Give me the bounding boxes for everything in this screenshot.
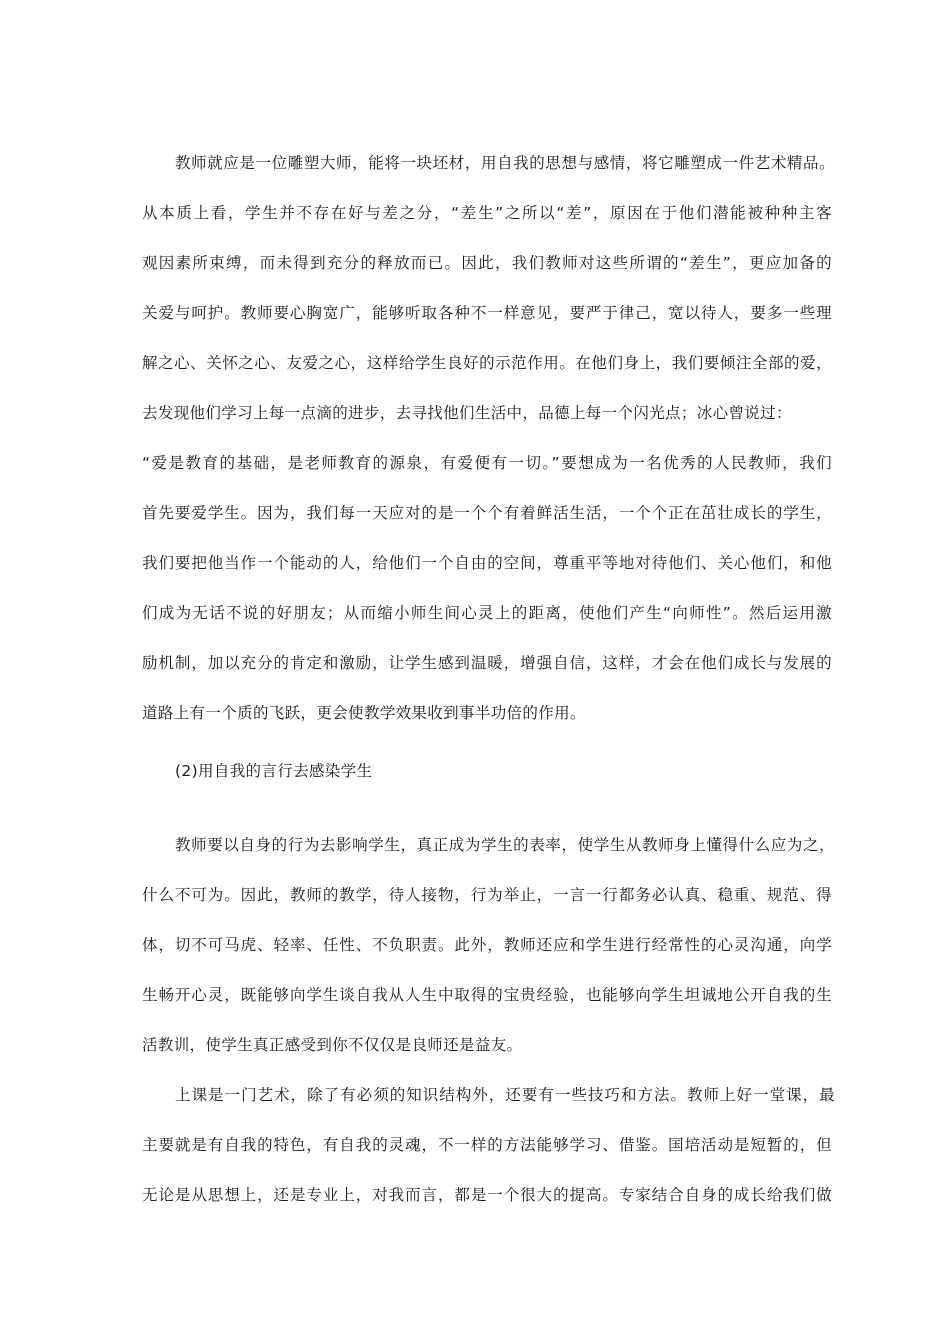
paragraph-line: 教师要以自身的行为去影响学生，真正成为学生的表率，使学生从教师身上懂得什么应为之，	[175, 836, 835, 854]
paragraph-line: 我们要把他当作一个能动的人，给他们一个自由的空间，尊重平等地对待他们、关心他们，和他	[142, 554, 832, 572]
paragraph-line: “爱是教育的基础，是老师教育的源泉，有爱便有一切。”要想成为一名优秀的人民教师，我们	[142, 454, 832, 472]
paragraph-line: 生畅开心灵，既能够向学生谈自我从人生中取得的宝贵经验，也能够向学生坦诚地公开自我的生	[142, 986, 832, 1004]
paragraph-line: 解之心、关怀之心、友爱之心，这样给学生良好的示范作用。在他们身上，我们要倾注全部的爱，	[142, 354, 832, 372]
paragraph-line: 上课是一门艺术，除了有必须的知识结构外，还要有一些技巧和方法。教师上好一堂课，最	[175, 1086, 835, 1104]
paragraph-line: 首先要爱学生。因为，我们每一天应对的是一个个有着鲜活生活，一个个正在茁壮成长的学生，	[142, 504, 832, 522]
paragraph-line: 观因素所束缚，而未得到充分的释放而已。因此，我们教师对这些所谓的“差生”，更应加备的	[142, 254, 832, 272]
paragraph-line: 活教训，使学生真正感受到你不仅仅是良师还是益友。	[142, 1036, 523, 1054]
paragraph-line: 教师就应是一位雕塑大师，能将一块坯材，用自我的思想与感情，将它雕塑成一件艺术精品。	[175, 154, 835, 172]
paragraph-line: 道路上有一个质的飞跃，更会使教学效果收到事半功倍的作用。	[142, 704, 586, 722]
section-heading: (2)用自我的言行去感染学生	[175, 762, 373, 780]
paragraph-line: 什么不可为。因此，教师的教学，待人接物，行为举止，一言一行都务必认真、稳重、规范、得	[142, 886, 832, 904]
paragraph-line: 关爱与呵护。教师要心胸宽广，能够听取各种不一样意见，要严于律己，宽以待人，要多一些理	[142, 304, 832, 322]
paragraph-line: 励机制，加以充分的肯定和激励，让学生感到温暖，增强自信，这样，才会在他们成长与发展的	[142, 654, 832, 672]
paragraph-line: 体，切不可马虎、轻率、任性、不负职责。此外，教师还应和学生进行经常性的心灵沟通，向学	[142, 936, 832, 954]
paragraph-line: 去发现他们学习上每一点滴的进步，去寻找他们生活中，品德上每一个闪光点；冰心曾说过：	[142, 404, 792, 422]
paragraph-line: 们成为无话不说的好朋友；从而缩小师生间心灵上的距离，使他们产生“向师性”。然后运用激	[142, 604, 832, 622]
paragraph-line: 从本质上看，学生并不存在好与差之分，“差生”之所以“差”，原因在于他们潜能被种种主客	[142, 204, 832, 222]
paragraph-line: 主要就是有自我的特色，有自我的灵魂，不一样的方法能够学习、借鉴。国培活动是短暂的，但	[142, 1136, 832, 1154]
paragraph-line: 无论是从思想上，还是专业上，对我而言，都是一个很大的提高。专家结合自身的成长给我们做	[142, 1186, 832, 1204]
